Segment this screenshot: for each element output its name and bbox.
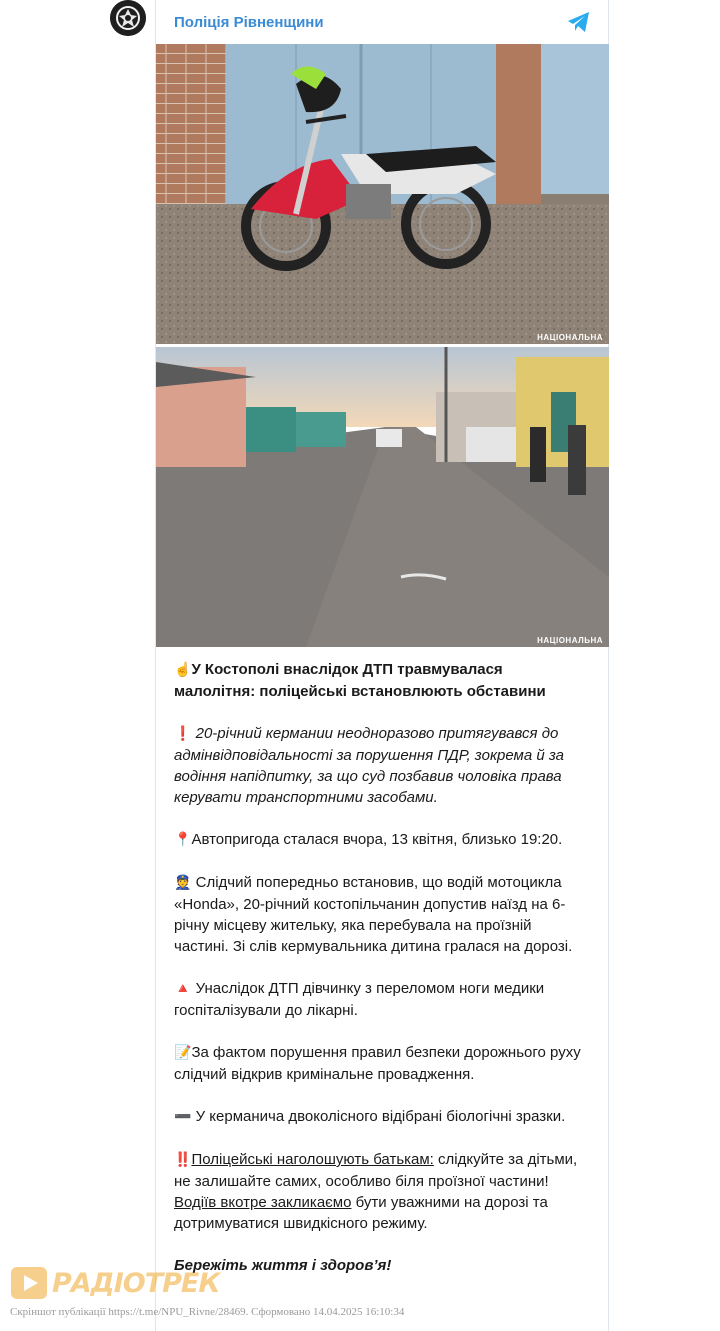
post-paragraph: ❗ 20-річний кермании неодноразово притягувався до адмінвідповідальності за порушення ПДР, зокрема й за водіння напідпитку, за що суд позбавив чоловіка права керувати транспортними засобами. — [174, 725, 564, 806]
post-closing: Бережіть життя і здоров’я! — [174, 1257, 392, 1274]
street-scene-image — [156, 347, 609, 647]
post-paragraph: 📍Автопригода сталася вчора, 13 квітня, близько 19:20. — [174, 831, 563, 848]
red-triangle-icon: 🔺 — [174, 981, 192, 997]
police-badge-icon — [110, 0, 146, 36]
post-paragraph: ➖ У керманича двоколісного відібрані біологічні зразки. — [174, 1108, 566, 1125]
pin-icon: 📍 — [174, 832, 192, 848]
play-icon — [10, 1266, 48, 1300]
photo-watermark: НАЦІОНАЛЬНА — [537, 636, 603, 645]
post-text — [156, 647, 608, 1276]
double-exclamation-icon: ‼️ — [174, 1152, 192, 1168]
radiotrek-logo — [10, 1266, 219, 1300]
exclamation-icon: ❗ — [174, 726, 192, 742]
photo-motorcycle[interactable] — [156, 44, 609, 344]
telegram-icon[interactable] — [566, 9, 592, 35]
police-officer-icon: 👮 — [174, 875, 192, 891]
underlined-phrase: Поліцейські наголошують батькам: — [191, 1151, 434, 1168]
motorcycle-image — [156, 44, 609, 344]
post-paragraph: 👮 Слідчий попередньо встановив, що водій мотоцикла «Honda», 20-річний костопільчанин допустив наїзд на 6-річну місцеву жительку, яка перебувала на проїзній частині. Зі слів кермувальника дитина гралася на дорозі. — [174, 874, 573, 955]
logo-text: РАДІОТРЕК — [52, 1267, 220, 1299]
post-paragraph: 🔺 Унаслідок ДТП дівчинку з переломом ноги медики госпіталізували до лікарні. — [174, 980, 545, 1019]
underlined-phrase: Водіїв вкотре закликаємо — [174, 1194, 352, 1211]
post-title: ☝️У Костополі внаслідок ДТП травмувалася малолітня: поліцейські встановлюють обставини — [174, 661, 546, 700]
screenshot-caption: Скріншот публікації https://t.me/NPU_Rivne/28469. Сформовано 14.04.2025 16:10:34 — [10, 1306, 405, 1318]
minus-icon: ➖ — [174, 1109, 192, 1125]
post-header — [156, 0, 608, 44]
post-paragraph: ‼️Поліцейські наголошують батькам: слідкуйте за дітьми, не залишайте самих, особливо біля проїзної частини! Водіїв вкотре закликаємо бути уважними на дорозі та дотримуватися швидкісного режиму. — [174, 1151, 578, 1232]
post-paragraph: 📝За фактом порушення правил безпеки дорожнього руху слідчий відкрив кримінальне провадження. — [174, 1044, 581, 1083]
channel-avatar[interactable] — [110, 0, 146, 36]
pointing-up-icon: ☝️ — [174, 662, 192, 678]
memo-icon: 📝 — [174, 1045, 192, 1061]
photo-street[interactable] — [156, 347, 609, 647]
photo-watermark: НАЦІОНАЛЬНА — [537, 333, 603, 342]
channel-name[interactable]: Поліція Рівненщини — [174, 13, 324, 31]
telegram-post-card — [155, 0, 609, 1331]
